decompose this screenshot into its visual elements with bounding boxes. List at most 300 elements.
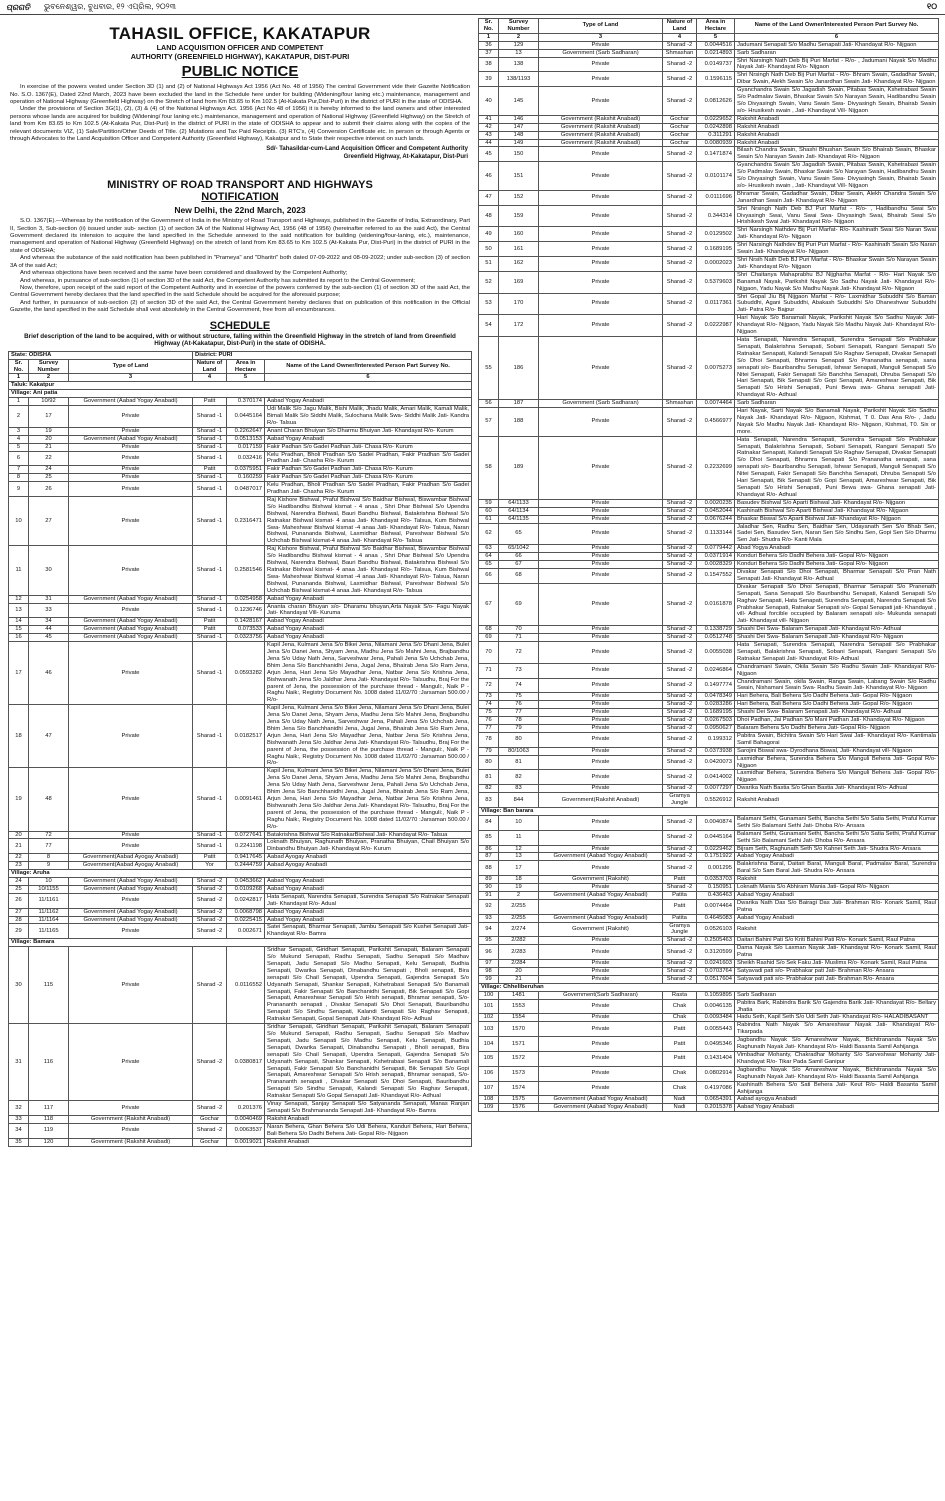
land-nature-cell: Sharad -2 bbox=[663, 271, 697, 293]
owner-cell: Shri Chaitanya Mahaprabhu BJ Nijgharha Marfat - R/o- Hari Nayak S/o Banamali Nayak, Parikshit Nayak S/o Sadhu Nayak Jati- Khandayat R/o- Nijgaon, Yadu Nayak S/o Madhu Nayak Jati- Khandayat R/o- Nijgaon bbox=[735, 271, 939, 293]
owner-cell: Bilash Chandra Swain, Shashi Bhushan Swain S/o Bhairab Swain, Bhaskar Swain S/o Narayan Swain Jati- Khandayat R/o- Nijgaon bbox=[735, 147, 939, 162]
survey-number-cell: 844 bbox=[499, 793, 539, 808]
table-row bbox=[9, 496, 472, 545]
land-nature-cell: Sharad -2 bbox=[663, 755, 697, 770]
newspaper-masthead bbox=[0, 0, 945, 15]
table-row bbox=[9, 1101, 472, 1116]
survey-number-cell: 149 bbox=[499, 139, 539, 147]
sr-cell: 60 bbox=[479, 507, 499, 515]
sr-cell: 53 bbox=[479, 293, 499, 315]
survey-number-cell: 82 bbox=[499, 770, 539, 785]
land-type-cell: Government (Aabad Yogay Anabadi) bbox=[539, 914, 663, 922]
table-row bbox=[9, 435, 472, 443]
land-nature-cell: Sharad -2 bbox=[663, 845, 697, 853]
owner-cell: Bijram Seth, Raghunath Seth S/o Kahnei Seth Jati- Shudra R/o- Ansara bbox=[735, 845, 939, 853]
survey-number-cell: 48 bbox=[29, 768, 69, 831]
owner-cell: Fakir Padhan S/o Gadei Padhan Jati- Chasa R/o- Kurum bbox=[265, 443, 472, 451]
area-cell: 0.0002023 bbox=[697, 257, 735, 272]
land-type-cell: Government (Aabad Yogay Anabadi) bbox=[69, 916, 193, 924]
land-nature-cell: Sharad -1 bbox=[193, 634, 227, 642]
land-type-cell: Private bbox=[539, 815, 663, 830]
land-type-cell: Government (Aabad Yogay Anabadi) bbox=[69, 398, 193, 406]
survey-number-cell: 188 bbox=[499, 408, 539, 437]
area-cell: 0.002671 bbox=[227, 924, 265, 939]
survey-number-cell: 22 bbox=[29, 451, 69, 466]
land-nature-cell: Gochar bbox=[663, 139, 697, 147]
survey-number-cell: 44 bbox=[29, 626, 69, 634]
sr-cell: 78 bbox=[479, 732, 499, 747]
survey-number-cell: 67 bbox=[499, 561, 539, 569]
sr-cell: 6 bbox=[9, 451, 29, 466]
land-type-cell: Private bbox=[69, 705, 193, 768]
land-type-cell: Private bbox=[539, 1066, 663, 1081]
land-nature-cell: Sharad -2 bbox=[663, 785, 697, 793]
land-nature-cell: Sharad -2 bbox=[663, 975, 697, 983]
sr-cell: 75 bbox=[479, 709, 499, 717]
table-row bbox=[479, 747, 939, 755]
sr-cell: 3 bbox=[9, 427, 29, 435]
notice-title: TAHASIL OFFICE, KAKATAPUR bbox=[109, 24, 371, 43]
col-number: 1 bbox=[479, 33, 499, 41]
ministry-title: MINISTRY OF ROAD TRANSPORT AND HIGHWAYS bbox=[107, 179, 373, 192]
owner-cell: Sarojini Biswal swa- Dyrodhana Biswal, Jati- Khandayat vill- Nijgaon bbox=[735, 747, 939, 755]
owner-cell: Naran Behera, Ghan Behera S/o Udi Behera, Kanduri Behera, Hari Behera, Bali Behera S/o Dadhi Behera Jati- Gopal R/o- Nijgaon bbox=[265, 1123, 472, 1138]
land-type-cell: Government (Rakshit) bbox=[539, 922, 663, 937]
ministry-paragraph: S.O. 1367(E).—Whereas by the notification of the Government of India in the Ministry of Road Transport and Highways, published in the Gazette of India, Extraordinary, Part II, Section 3, Sub-section (ii) issued under sub- section (1) of section 3A of the National Highway Act, 1956 (48 of 1956) (hereinafter referred to as the said Act), the Central Government declared its intension to acquire the land specified in the Schedule annexed to the said notification for building (widening/four-laning, etc.), maintenance, management and operation of National Highway (Greenfield Highway) on the stretch of land from Km 83.65 to Km 102.5 (At-Kakata Pur, Dist-Puri) in the district of PURI in the state of ODISHA; bbox=[10, 218, 470, 254]
area-cell: 0.0414002 bbox=[697, 770, 735, 785]
owner-cell: Laxmidhar Behera, Surendra Behera S/o Manguli Behera Jati- Gopal R/o- Nijgaon bbox=[735, 755, 939, 770]
land-type-cell: Private bbox=[539, 717, 663, 725]
col-number: 2 bbox=[29, 374, 69, 382]
area-cell: 0.1497774 bbox=[697, 678, 735, 693]
land-nature-cell: Patit bbox=[663, 1051, 697, 1066]
sr-cell: 16 bbox=[9, 634, 29, 642]
sr-cell: 88 bbox=[479, 861, 499, 876]
table-row bbox=[479, 523, 939, 545]
land-nature-cell: Sharad -2 bbox=[663, 227, 697, 242]
land-type-cell: Government (Rakshit Anabadi) bbox=[69, 1138, 193, 1146]
sr-cell: 46 bbox=[479, 162, 499, 191]
area-cell: 0.001295 bbox=[697, 861, 735, 876]
sr-cell: 71 bbox=[479, 663, 499, 678]
survey-number-cell: 1554 bbox=[499, 1014, 539, 1022]
area-cell: 0.0040469 bbox=[227, 1115, 265, 1123]
col-header-sr: Sr. No. bbox=[9, 359, 29, 374]
land-nature-cell: Sharad -2 bbox=[663, 663, 697, 678]
sr-cell: 27 bbox=[9, 908, 29, 916]
table-row bbox=[479, 663, 939, 678]
area-cell: 0.1431404 bbox=[697, 1051, 735, 1066]
area-cell: 0.0241603 bbox=[697, 960, 735, 968]
survey-number-cell: 117 bbox=[29, 1101, 69, 1116]
land-nature-cell: Nadi bbox=[663, 1104, 697, 1112]
land-nature-cell: Sharad -2 bbox=[663, 725, 697, 733]
sr-cell: 70 bbox=[479, 642, 499, 664]
land-type-cell: Private bbox=[539, 634, 663, 642]
notice-paragraph: Under the provisions of Section 3G(1), (2), (3) & (4) of the National Highways Act. 1956 (Act No 48 of 1956) it is hereby informed to the land owners and other interested persons whose lands are acquired for building (Widening/ four laning etc.) maintenance, management and operation of National Highway (Greenfield Highway) on the Stretch of land from Km 83.65 to Km 102.5 (At-Kakata Pur, Dist-Puri) in the district of PURI in the state of ODISHA to appear and to submit their claims along with the copies of the relevant documents VIZ, (1) Sale/Partition/Other Deeds of Title. (2) Mutations and Tax Paid Receipts. (3) RTC's, (4) Conversion Certificate etc. in person or through Agents or through Advocates to the Land Acquisition Officer and Competent Authority (Greenfield Highway), Kakatpur and to State their respective interest on such lands. bbox=[10, 106, 470, 143]
land-nature-cell: Sharad -2 bbox=[193, 916, 227, 924]
table-row bbox=[9, 1138, 472, 1146]
area-cell: 0.1689195 bbox=[697, 242, 735, 257]
sr-cell: 7 bbox=[9, 466, 29, 474]
land-type-cell: Government (Sarb Sadharan) bbox=[539, 49, 663, 57]
land-nature-cell: Sharad -1 bbox=[193, 482, 227, 497]
land-nature-cell: Sharad -2 bbox=[193, 908, 227, 916]
table-row bbox=[9, 618, 472, 626]
survey-number-cell: 46 bbox=[29, 642, 69, 705]
land-type-cell: Private bbox=[539, 701, 663, 709]
land-type-cell: Private bbox=[539, 515, 663, 523]
table-row bbox=[9, 877, 472, 885]
sr-cell: 103 bbox=[479, 1022, 499, 1037]
survey-number-cell: 11/1164 bbox=[29, 916, 69, 924]
owner-cell: Chandramani Swain, Okila Swain S/o Radhu Swain Jati- Khandayat R/o- Nijgaon bbox=[735, 663, 939, 678]
land-nature-cell: Sharad -2 bbox=[663, 190, 697, 205]
land-type-cell: Government (Aabad Yogay Anabadi) bbox=[539, 1096, 663, 1104]
sr-cell: 13 bbox=[9, 603, 29, 618]
sr-cell: 96 bbox=[479, 945, 499, 960]
sr-cell: 8 bbox=[9, 474, 29, 482]
col-number: 3 bbox=[539, 33, 663, 41]
land-nature-cell: Sharad -1 bbox=[193, 839, 227, 854]
public-notice-heading: PUBLIC NOTICE bbox=[181, 63, 299, 81]
sr-cell: 31 bbox=[9, 1024, 29, 1101]
owner-cell: Rakshit Anabadi bbox=[265, 1115, 472, 1123]
land-type-cell: Government(Aabad Ayogay Anabadi) bbox=[69, 862, 193, 870]
survey-number-cell: 1571 bbox=[499, 1037, 539, 1052]
survey-number-cell: 19 bbox=[499, 884, 539, 892]
survey-number-cell: 9 bbox=[29, 862, 69, 870]
land-type-cell: Private bbox=[69, 893, 193, 908]
survey-number-cell: 2/255 bbox=[499, 914, 539, 922]
table-row bbox=[479, 87, 939, 116]
land-nature-cell: Shmashan bbox=[663, 49, 697, 57]
owner-cell: Rakshit Anabadi bbox=[735, 139, 939, 147]
village-label: Village: Ban barara bbox=[479, 807, 939, 815]
table-row bbox=[479, 49, 939, 57]
sr-cell: 30 bbox=[9, 947, 29, 1024]
survey-number-cell: 10/1155 bbox=[29, 885, 69, 893]
sr-cell: 58 bbox=[479, 436, 499, 499]
right-column bbox=[478, 18, 939, 1495]
village-label: Village: Ani patia bbox=[9, 390, 472, 398]
survey-number-cell: 77 bbox=[29, 839, 69, 854]
sr-cell: 20 bbox=[9, 831, 29, 839]
col-header-owner: Name of the Land Owner/Interested Person Part Survey No. bbox=[265, 359, 472, 374]
land-nature-cell: Sharad -2 bbox=[663, 717, 697, 725]
owner-cell: Konduri Behera S/o Dadhi Behera Jati- Gopal R/o- Nijgaon bbox=[735, 561, 939, 569]
sr-cell: 45 bbox=[479, 147, 499, 162]
survey-number-cell: 79 bbox=[499, 725, 539, 733]
area-cell: 0.0229652 bbox=[697, 115, 735, 123]
table-row bbox=[479, 642, 939, 664]
table-row bbox=[479, 315, 939, 337]
survey-number-cell: 64/1133 bbox=[499, 499, 539, 507]
land-type-cell: Private bbox=[69, 839, 193, 854]
table-row bbox=[479, 436, 939, 499]
table-row bbox=[9, 451, 472, 466]
land-nature-cell: Sharad -2 bbox=[663, 709, 697, 717]
sr-cell: 91 bbox=[479, 891, 499, 899]
owner-cell: Satyavadi pati s/o- Prabhakar pati Jati- Brahman R/o- Ansara bbox=[735, 975, 939, 983]
col-number: 5 bbox=[697, 33, 735, 41]
col-header-nature: Nature of Land bbox=[663, 19, 697, 34]
land-type-cell: Private bbox=[69, 451, 193, 466]
area-cell: 0.1236746 bbox=[227, 603, 265, 618]
sr-cell: 18 bbox=[9, 705, 29, 768]
page-number: ୧୦ bbox=[927, 2, 937, 11]
land-nature-cell: Sharad -2 bbox=[663, 545, 697, 553]
sr-cell: 28 bbox=[9, 916, 29, 924]
land-type-cell: Private bbox=[539, 162, 663, 191]
district-label: District: PURI bbox=[193, 351, 472, 359]
survey-number-cell: 187 bbox=[499, 400, 539, 408]
survey-number-cell: 146 bbox=[499, 115, 539, 123]
owner-cell: Aabad Yogay Anabadi bbox=[265, 435, 472, 443]
land-type-cell: Government (Aabad Yogay Anabadi) bbox=[69, 618, 193, 626]
owner-cell: Pabitra Swain, Bichitra Swain S/o Hari Swai Jati- Khandayat R/o- Kantimala Samil Bahagorai bbox=[735, 732, 939, 747]
area-cell: 0.0420073 bbox=[697, 755, 735, 770]
sr-cell: 98 bbox=[479, 968, 499, 976]
village-label: Village: Aruha bbox=[9, 870, 472, 878]
table-row bbox=[9, 546, 472, 595]
village-row bbox=[9, 390, 472, 398]
owner-cell: Jadumani Senapati S/o Madhu Senapati Jati- Khandayat R/o- Nijgaon bbox=[735, 41, 939, 49]
col-number: 5 bbox=[227, 374, 265, 382]
survey-number-cell: 169 bbox=[499, 271, 539, 293]
owner-cell: Aabad Yogay Anabadi bbox=[265, 618, 472, 626]
table-row bbox=[479, 945, 939, 960]
survey-number-cell: 115 bbox=[29, 947, 69, 1024]
col-number: 4 bbox=[193, 374, 227, 382]
table-row bbox=[479, 755, 939, 770]
land-nature-cell: Sharad -1 bbox=[193, 595, 227, 603]
survey-number-cell: 11/1165 bbox=[29, 924, 69, 939]
schedule-heading: SCHEDULE bbox=[209, 319, 271, 332]
table-row bbox=[9, 908, 472, 916]
land-type-cell: Government (Rakshit Anabadi) bbox=[539, 139, 663, 147]
owner-cell: Hadu Seth, Kapil Seth S/o Udi Seth Jati- Khandayat R/o- HALADIBASANT bbox=[735, 1014, 939, 1022]
owner-cell: Balaram Behera S/o Dadhi Behera Jati- Gopal R/o- Nijgaon bbox=[735, 725, 939, 733]
sr-cell: 92 bbox=[479, 899, 499, 914]
area-cell: 0.0111696 bbox=[697, 190, 735, 205]
land-nature-cell: Sharad -2 bbox=[193, 947, 227, 1024]
land-nature-cell: Sharad -2 bbox=[663, 583, 697, 625]
land-nature-cell: Sharad -2 bbox=[663, 515, 697, 523]
land-type-cell: Private bbox=[539, 257, 663, 272]
village-row bbox=[9, 870, 472, 878]
land-type-cell: Private bbox=[69, 603, 193, 618]
owner-cell: Chandramani Swain, okila Swain, Ranga Swain, Labang Swain S/o Radhu Swain, Nishamani Swain Swa- Radhu Swain Jati- Khandayat R/o- Nijgaon bbox=[735, 678, 939, 693]
table-row bbox=[9, 406, 472, 428]
owner-cell: Fakir Padhan S/o Gadei Padhan Jati- Chasa R/o- Kurum bbox=[265, 474, 472, 482]
land-nature-cell: Sharad -2 bbox=[663, 315, 697, 337]
survey-number-cell: 72 bbox=[29, 831, 69, 839]
village-label: Village: Chheliberuhan bbox=[479, 983, 939, 991]
survey-number-cell: 73 bbox=[499, 663, 539, 678]
area-cell: 0.2316471 bbox=[227, 496, 265, 545]
area-cell: 0.0478349 bbox=[697, 693, 735, 701]
table-row bbox=[9, 924, 472, 939]
survey-number-cell: 27 bbox=[29, 496, 69, 545]
area-cell: 0.0812626 bbox=[697, 87, 735, 116]
owner-cell: Aabad Ayogay Anabadi bbox=[265, 862, 472, 870]
sr-cell: 49 bbox=[479, 227, 499, 242]
col-header-survey: Survey Number bbox=[29, 359, 69, 374]
table-row bbox=[479, 830, 939, 845]
land-type-cell: Government (Rakshit Anabadi) bbox=[539, 123, 663, 131]
table-row bbox=[9, 862, 472, 870]
sr-cell: 41 bbox=[479, 115, 499, 123]
table-row bbox=[9, 1123, 472, 1138]
sr-cell: 101 bbox=[479, 999, 499, 1014]
survey-number-cell: 13 bbox=[499, 853, 539, 861]
land-nature-cell: Gochar bbox=[663, 115, 697, 123]
sr-cell: 44 bbox=[479, 139, 499, 147]
sr-cell: 19 bbox=[9, 768, 29, 831]
owner-cell: Sridhar Senapati, Giridhari Senapati, Parikshit Senapati, Balaram Senapati S/o Mukund Senapati, Radhu Senapati, Sadhu Senapati S/o Madhav Senapati, Jadu Senapati S/o Madhu Senapati, Kelu Senapati, Budhia Senapati, Dwarika Senapati, Dinabandhu Senapati , Bholi senapati, Bira senapati S/o Chail Senapati, Upendra Senapati, Gajendra Senapati S/o Udyanath Senapati, Shankar Senapati, Kshetrabasi Senapati S/o Banamali Senapati, Fakir Senapati S/o Banchanidhi Senapati, Bik Senapati S/o Gopi Senapati, Amareshwar Senapati S/o Hrish senapati, Bhramar senapati, S/o- Pranananth senapati , Divakar Senapati S/o Dhoi Senapati, Bauribandhu Senapati S/o Sindhu Senapati, Kalandi Senapati S/o Raghav Senapati, Ratnakar Senapati S/o Gopal Senapati Jati- Khandayat R/o- Adhual bbox=[265, 1024, 472, 1101]
sr-cell: 82 bbox=[479, 785, 499, 793]
land-type-cell: Private bbox=[539, 861, 663, 876]
area-cell: 0.0046135 bbox=[697, 999, 735, 1014]
land-nature-cell: Sharad -2 bbox=[663, 242, 697, 257]
land-type-cell: Private bbox=[69, 406, 193, 428]
sr-cell: 64 bbox=[479, 553, 499, 561]
survey-number-cell: 129 bbox=[499, 41, 539, 49]
owner-cell: Shashi Dei Swa- Balaram Senapati Jati- Khandayat R/o- Adhual bbox=[735, 626, 939, 634]
owner-cell: Hata Senapati, Narendra Senapati, Surendra Senapati S/o Prabhakar Senapati, Balakrishna Senapati, Sobani Senapati, Rangani Senapati S/o Ratnakar Senapati, Kalandi Senapati S/o Raghav Senapati, Divakar Senapati S/o Dhoi Senapati, Bhramra Senapati S/o Prananatha senapati, sana senapati s/o- Bauribandhu Senapati, Ishwar Senapati, Manguli Senapati S/o Nitei Senapati, Fakir Senapati S/o Banchha Senapati, Dhruba Senapati S/o Hari Senapati, Bik Senapati S/o Gopi Senapati, Amareshwar Senapati, Bik Senapati S/o Hrishi Senapati, Puni Bewa swa- Ghana senapati Jati- Khandayat R/o- Adhual bbox=[735, 336, 939, 399]
table-row bbox=[479, 975, 939, 983]
sr-cell: 73 bbox=[479, 693, 499, 701]
land-type-cell: Private bbox=[539, 999, 663, 1014]
table-row bbox=[479, 1022, 939, 1037]
table-row bbox=[9, 634, 472, 642]
land-nature-cell: Patit bbox=[193, 398, 227, 406]
survey-number-cell: 1572 bbox=[499, 1051, 539, 1066]
land-nature-cell: Sharad -2 bbox=[193, 1024, 227, 1101]
land-type-cell: Private bbox=[539, 709, 663, 717]
survey-number-cell: 71 bbox=[499, 634, 539, 642]
sr-cell: 84 bbox=[479, 815, 499, 830]
survey-number-cell: 75 bbox=[499, 693, 539, 701]
table-row bbox=[479, 709, 939, 717]
table-row bbox=[479, 815, 939, 830]
sr-cell: 83 bbox=[479, 793, 499, 808]
table-row bbox=[479, 553, 939, 561]
survey-number-cell: 64/1134 bbox=[499, 507, 539, 515]
owner-cell: Hari Behera, Bali Behera S/o Dadhi Behera Jati- Gopal R/o- Nijgaon bbox=[735, 701, 939, 709]
area-cell: 0.1059895 bbox=[697, 991, 735, 999]
sr-cell: 5 bbox=[9, 443, 29, 451]
survey-number-cell: 11/1162 bbox=[29, 908, 69, 916]
sr-cell: 10 bbox=[9, 496, 29, 545]
table-row bbox=[479, 1014, 939, 1022]
owner-cell: Shri Narsingh Nath Deb Bij Puri Marfat - R/o- , Jadumani Nayak S/o Madhu Nayak Jati- Khandayat R/o- Nijgaon bbox=[735, 57, 939, 72]
table-row bbox=[9, 466, 472, 474]
sr-cell: 89 bbox=[479, 876, 499, 884]
table-row bbox=[9, 854, 472, 862]
owner-cell: Shri Gopal Jiu Bij Nijgaon Marfat - R/o- Laxmidhar Subuddhi S/o Baman Subuddhi, Agani Subuddhi, Abakash Subuddhi S/o Dhaneshwar Subuddhi Jati- Patra R/o- Bajpur bbox=[735, 293, 939, 315]
table-row bbox=[479, 899, 939, 914]
land-nature-cell: Sharad -2 bbox=[663, 507, 697, 515]
owner-cell: Divakar Senapati S/o Dhoi Senapati, Bharmar Senapati S/o Pranenath Senapati, Sana Senapati S/o Bauribandhu Senapati, Kalandi Senapati S/o Raghav Senapati, Hata Senapati, Surendra Senapati, Narendra Senapati S/o Prabhakar Senapati, Ratnakar Senapati s/o- Gopal Senapati jati- Khandayat , vill- Adhual forcible occupied by Balaram senapati s/o- Mukunda senapati Jati- Khandayat vill- Nijgaon bbox=[735, 583, 939, 625]
land-nature-cell: Sharad -2 bbox=[663, 732, 697, 747]
sr-cell: 65 bbox=[479, 561, 499, 569]
sr-cell: 52 bbox=[479, 271, 499, 293]
land-nature-cell: Chak bbox=[663, 999, 697, 1014]
table-row bbox=[479, 190, 939, 205]
sr-cell: 35 bbox=[9, 1138, 29, 1146]
land-type-cell: Private bbox=[539, 747, 663, 755]
survey-number-cell: 151 bbox=[499, 162, 539, 191]
land-nature-cell: Sharad -2 bbox=[193, 1101, 227, 1116]
owner-cell: Shri Nrsingh Nath Deb Bij Puri Marfat - R/o- Bhram Swain, Gadadhar Swain, Dibar Swain, Alekh Swain S/o Janardhan Swain Jati- Khandayat R/o- Nijgaon bbox=[735, 72, 939, 87]
table-row bbox=[479, 884, 939, 892]
area-cell: 0.0129502 bbox=[697, 227, 735, 242]
land-type-cell: Government (Aabad Yogay Anabadi) bbox=[69, 908, 193, 916]
survey-number-cell: 118 bbox=[29, 1115, 69, 1123]
land-type-cell: Private bbox=[69, 496, 193, 545]
area-cell: 0.0246864 bbox=[697, 663, 735, 678]
table-row bbox=[9, 1024, 472, 1101]
land-nature-cell: Sharad -2 bbox=[663, 853, 697, 861]
col-number: 6 bbox=[265, 374, 472, 382]
land-nature-cell: Sharad -2 bbox=[193, 893, 227, 908]
land-type-cell: Private bbox=[69, 924, 193, 939]
survey-number-cell: 12 bbox=[499, 845, 539, 853]
notice-subtitle-1: LAND ACQUISITION OFFICER AND COMPETENT bbox=[156, 43, 324, 52]
area-cell: 0.0028329 bbox=[697, 561, 735, 569]
area-cell: 0.0020235 bbox=[697, 499, 735, 507]
owner-cell: Sarb Sadharan bbox=[735, 991, 939, 999]
land-type-cell: Private bbox=[539, 1014, 663, 1022]
land-type-cell: Government(Sarb Sadharan) bbox=[539, 991, 663, 999]
survey-number-cell: 2/283 bbox=[499, 945, 539, 960]
land-nature-cell: Sharad -1 bbox=[193, 705, 227, 768]
owner-cell: Shashi Dei Swa- Balaram Senapati Jati- Khandayat R/o- Nijgaon bbox=[735, 634, 939, 642]
land-nature-cell: Sharad -2 bbox=[663, 747, 697, 755]
land-type-cell: Private bbox=[539, 227, 663, 242]
sr-cell: 69 bbox=[479, 634, 499, 642]
survey-number-cell: 30 bbox=[29, 546, 69, 595]
land-nature-cell: Sharad -2 bbox=[193, 877, 227, 885]
land-nature-cell: Sharad -1 bbox=[193, 768, 227, 831]
land-nature-cell: Sharad -2 bbox=[663, 568, 697, 583]
owner-cell: Jaladhar Sen, Radhu Sen, Baidhar Sen, Udayanath Sen S/o Bhab Sen, Sadei Sen, Basudev Sen, Naran Sen S/o Sindhu Sen, Gopi Sen S/o Dharmu Sen Jati- Shudra R/o- Kanti Mala bbox=[735, 523, 939, 545]
sr-cell: 100 bbox=[479, 991, 499, 999]
survey-number-cell: 148 bbox=[499, 131, 539, 139]
land-nature-cell: Gochar bbox=[663, 123, 697, 131]
area-cell: 0.0950627 bbox=[697, 725, 735, 733]
sr-cell: 29 bbox=[9, 924, 29, 939]
land-type-cell: Government (Aabad Yogay Anabadi) bbox=[539, 853, 663, 861]
area-cell: 0.032416 bbox=[227, 451, 265, 466]
owner-cell: Aabad Ayogay Anabadi bbox=[265, 854, 472, 862]
table-row bbox=[9, 595, 472, 603]
land-nature-cell: Sharad -2 bbox=[663, 634, 697, 642]
col-number: 3 bbox=[69, 374, 193, 382]
land-nature-cell: Sharad -2 bbox=[663, 815, 697, 830]
area-cell: 0.2444759 bbox=[227, 862, 265, 870]
owner-cell: Balakrishna Baral, Daitari Baral, Manguli Baral, Padmalav Baral, Surendra Baral S/o Sam Baral Jati- Shudra R/o- Ansara bbox=[735, 861, 939, 876]
table-row bbox=[479, 336, 939, 399]
land-nature-cell: Chak bbox=[663, 1081, 697, 1096]
survey-number-cell: 1573 bbox=[499, 1066, 539, 1081]
land-nature-cell: Sharad -2 bbox=[193, 924, 227, 939]
area-cell: 0.160259 bbox=[227, 474, 265, 482]
land-type-cell: Private bbox=[539, 845, 663, 853]
survey-number-cell: 2 bbox=[499, 891, 539, 899]
